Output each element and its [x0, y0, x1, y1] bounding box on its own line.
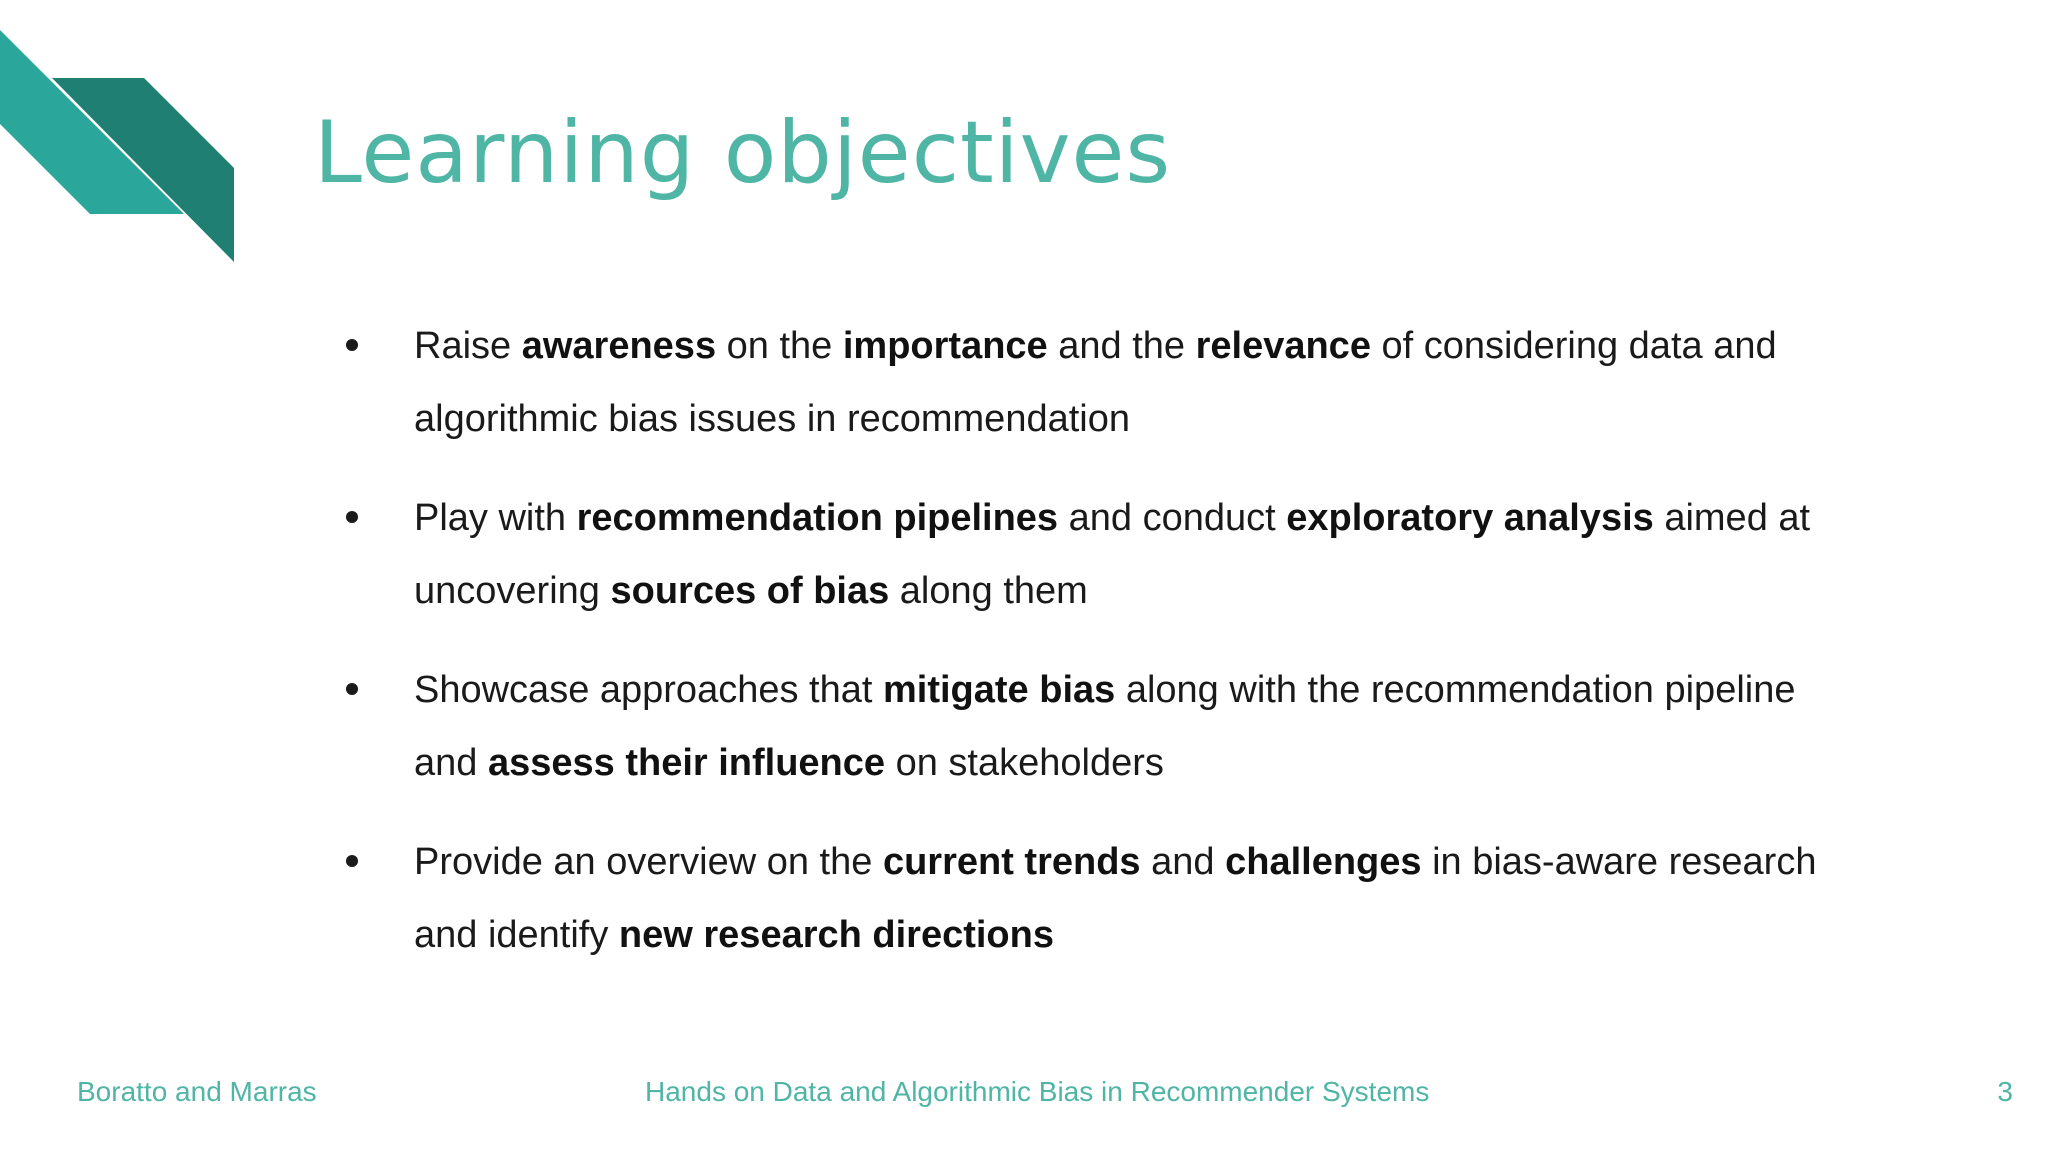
objective-text	[414, 325, 1777, 440]
bullet-dot-icon	[346, 855, 358, 867]
objective-segment: Showcase approaches that	[414, 669, 883, 711]
objective-keyword: challenges	[1225, 841, 1422, 883]
objective-text	[414, 497, 1810, 612]
objective-keyword: current trends	[882, 841, 1141, 883]
objective-segment: and	[1140, 841, 1226, 883]
objective-segment: Play with	[414, 497, 577, 539]
objective-item	[346, 310, 1866, 456]
objective-text	[414, 669, 1795, 784]
objective-segment: on the	[716, 325, 843, 367]
objective-keyword: importance	[842, 325, 1048, 367]
objective-segment: on stakeholders	[885, 742, 1164, 784]
objective-segment: in bias-aware research and identify	[414, 841, 1817, 956]
objective-keyword: new research directions	[618, 914, 1054, 956]
objective-segment: along with the recommendation pipeline and	[414, 669, 1796, 784]
objective-keyword: recommendation pipelines	[576, 497, 1059, 539]
footer-authors: Boratto and Marras	[77, 1076, 317, 1107]
objective-item	[346, 482, 1866, 628]
objective-keyword: assess their influence	[487, 742, 886, 784]
objectives-list	[346, 310, 1866, 998]
corner-decoration-icon	[0, 0, 240, 262]
objective-segment: aimed at uncovering	[414, 497, 1811, 612]
footer-page-number: 3	[1997, 1076, 2013, 1107]
objective-item	[346, 826, 1866, 972]
bullet-dot-icon	[346, 339, 358, 351]
objective-item	[346, 654, 1866, 800]
objective-segment: Raise	[414, 325, 522, 367]
footer-talk-title: Hands on Data and Algorithmic Bias in Recommender Systems	[645, 1076, 1430, 1107]
objective-keyword: awareness	[521, 325, 717, 367]
objective-keyword: exploratory analysis	[1286, 497, 1654, 539]
bullet-dot-icon	[346, 683, 358, 695]
objective-keyword: mitigate bias	[882, 669, 1116, 711]
bullet-dot-icon	[346, 511, 358, 523]
slide-title: Learning objectives	[314, 103, 1172, 203]
objective-segment: along them	[889, 570, 1088, 612]
objective-segment: of considering data and algorithmic bias issues in recommendation	[414, 325, 1777, 440]
objective-keyword: sources of bias	[610, 570, 890, 612]
objective-segment: and the	[1047, 325, 1196, 367]
objective-segment: Provide an overview on the	[414, 841, 883, 883]
objective-segment: and conduct	[1058, 497, 1287, 539]
objective-text	[414, 841, 1816, 956]
objective-keyword: relevance	[1195, 325, 1371, 367]
